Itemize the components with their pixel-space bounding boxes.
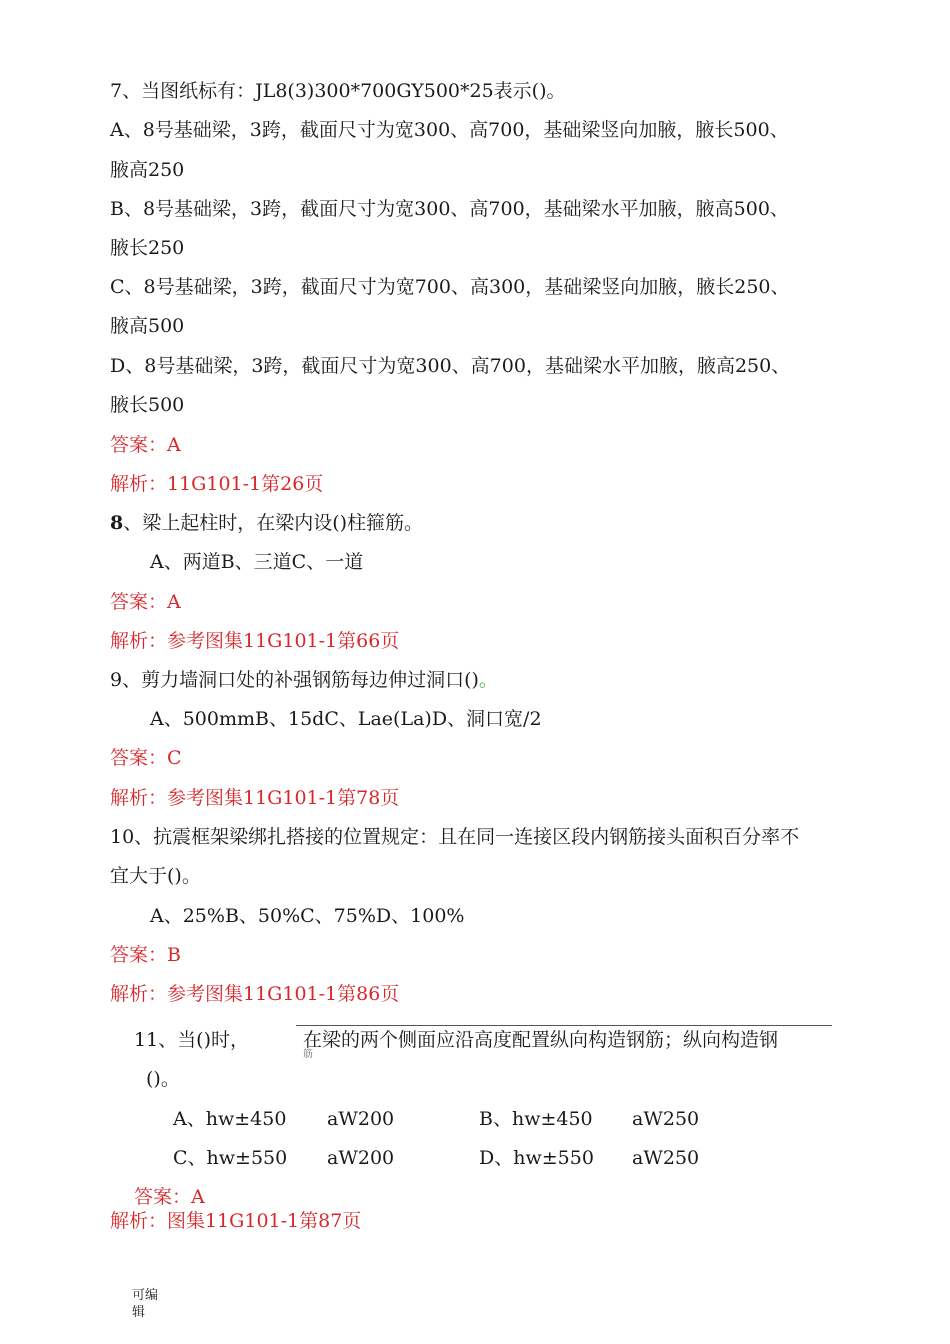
q7-option-d-line2: 腋长500: [110, 394, 185, 416]
q11-cut-glyph: 筋: [303, 1049, 313, 1060]
q8-options: A、两道B、三道C、一道: [150, 551, 364, 573]
q11-option-a-value: aW200: [327, 1108, 395, 1130]
q7-option-a-line2: 腋高250: [110, 159, 185, 181]
q11-option-c-value: aW200: [327, 1147, 395, 1169]
q11-option-c-label: C、hw±550: [173, 1147, 288, 1169]
q11-option-d-value: aW250: [632, 1147, 700, 1169]
editable-footer-note: 可编辑: [132, 1288, 159, 1320]
q8-number: 8: [110, 512, 124, 534]
q11-stem-left: 11、当()时，: [134, 1029, 250, 1051]
q9-stem: 9、剪力墙洞口处的补强钢筋每边伸过洞口(): [110, 669, 479, 691]
q10-stem-line2: 宜大于()。: [110, 865, 201, 887]
q9-answer: 答案：C: [110, 747, 182, 769]
q11-option-b-label: B、hw±450: [479, 1108, 593, 1130]
q7-stem: 7、当图纸标有：JL8(3)300*700GY500*25表示()。: [110, 80, 566, 102]
q9-stem-line: [110, 667, 498, 693]
q7-option-b-line2: 腋长250: [110, 237, 185, 259]
q7-option-c-line1: C、8号基础梁，3跨，截面尺寸为宽700、高300，基础梁竖向加腋，腋长250、: [110, 276, 790, 298]
q8-answer: 答案：A: [110, 591, 181, 613]
q11-option-d-label: D、hw±550: [479, 1147, 594, 1169]
q11-table-rule: [296, 1025, 832, 1026]
q7-option-d-line1: D、8号基础梁，3跨，截面尺寸为宽300、高700，基础梁水平加腋，腋高250、: [110, 355, 791, 377]
q8-analysis: 解析：参考图集11G101-1第66页: [110, 630, 400, 652]
q9-options: A、500mmB、15dC、Lae(La)D、洞口宽/2: [150, 708, 542, 730]
q7-answer: 答案：A: [110, 434, 181, 456]
q11-stem-right: 在梁的两个侧面应沿高度配置纵向构造钢筋；纵向构造钢: [303, 1029, 779, 1051]
q7-option-b-line1: B、8号基础梁，3跨，截面尺寸为宽300、高700，基础梁水平加腋，腋高500、: [110, 198, 789, 220]
q11-option-b-value: aW250: [632, 1108, 700, 1130]
q11-option-a-label: A、hw±450: [173, 1108, 287, 1130]
q10-analysis: 解析：参考图集11G101-1第86页: [110, 983, 400, 1005]
q11-answer: 答案：A: [134, 1186, 205, 1208]
q10-answer: 答案：B: [110, 944, 181, 966]
q7-option-c-line2: 腋高500: [110, 315, 185, 337]
q10-options: A、25%B、50%C、75%D、100%: [150, 905, 465, 927]
q11-analysis: 解析：图集11G101-1第87页: [110, 1210, 362, 1232]
q9-analysis: 解析：参考图集11G101-1第78页: [110, 787, 400, 809]
q7-option-a-line1: A、8号基础梁，3跨，截面尺寸为宽300、高700，基础梁竖向加腋，腋长500、: [110, 119, 789, 141]
q7-analysis: 解析：11G101-1第26页: [110, 473, 324, 495]
q9-stem-end: 。: [478, 669, 498, 691]
q8-stem: 、梁上起柱时，在梁内设()柱箍筋。: [123, 512, 424, 534]
q11-stem-line2: ()。: [146, 1068, 180, 1090]
q10-stem-line1: 10、抗震框架梁绑扎搭接的位置规定：且在同一连接区段内钢筋接头面积百分率不: [110, 826, 800, 848]
q8-stem-line: [110, 510, 423, 536]
